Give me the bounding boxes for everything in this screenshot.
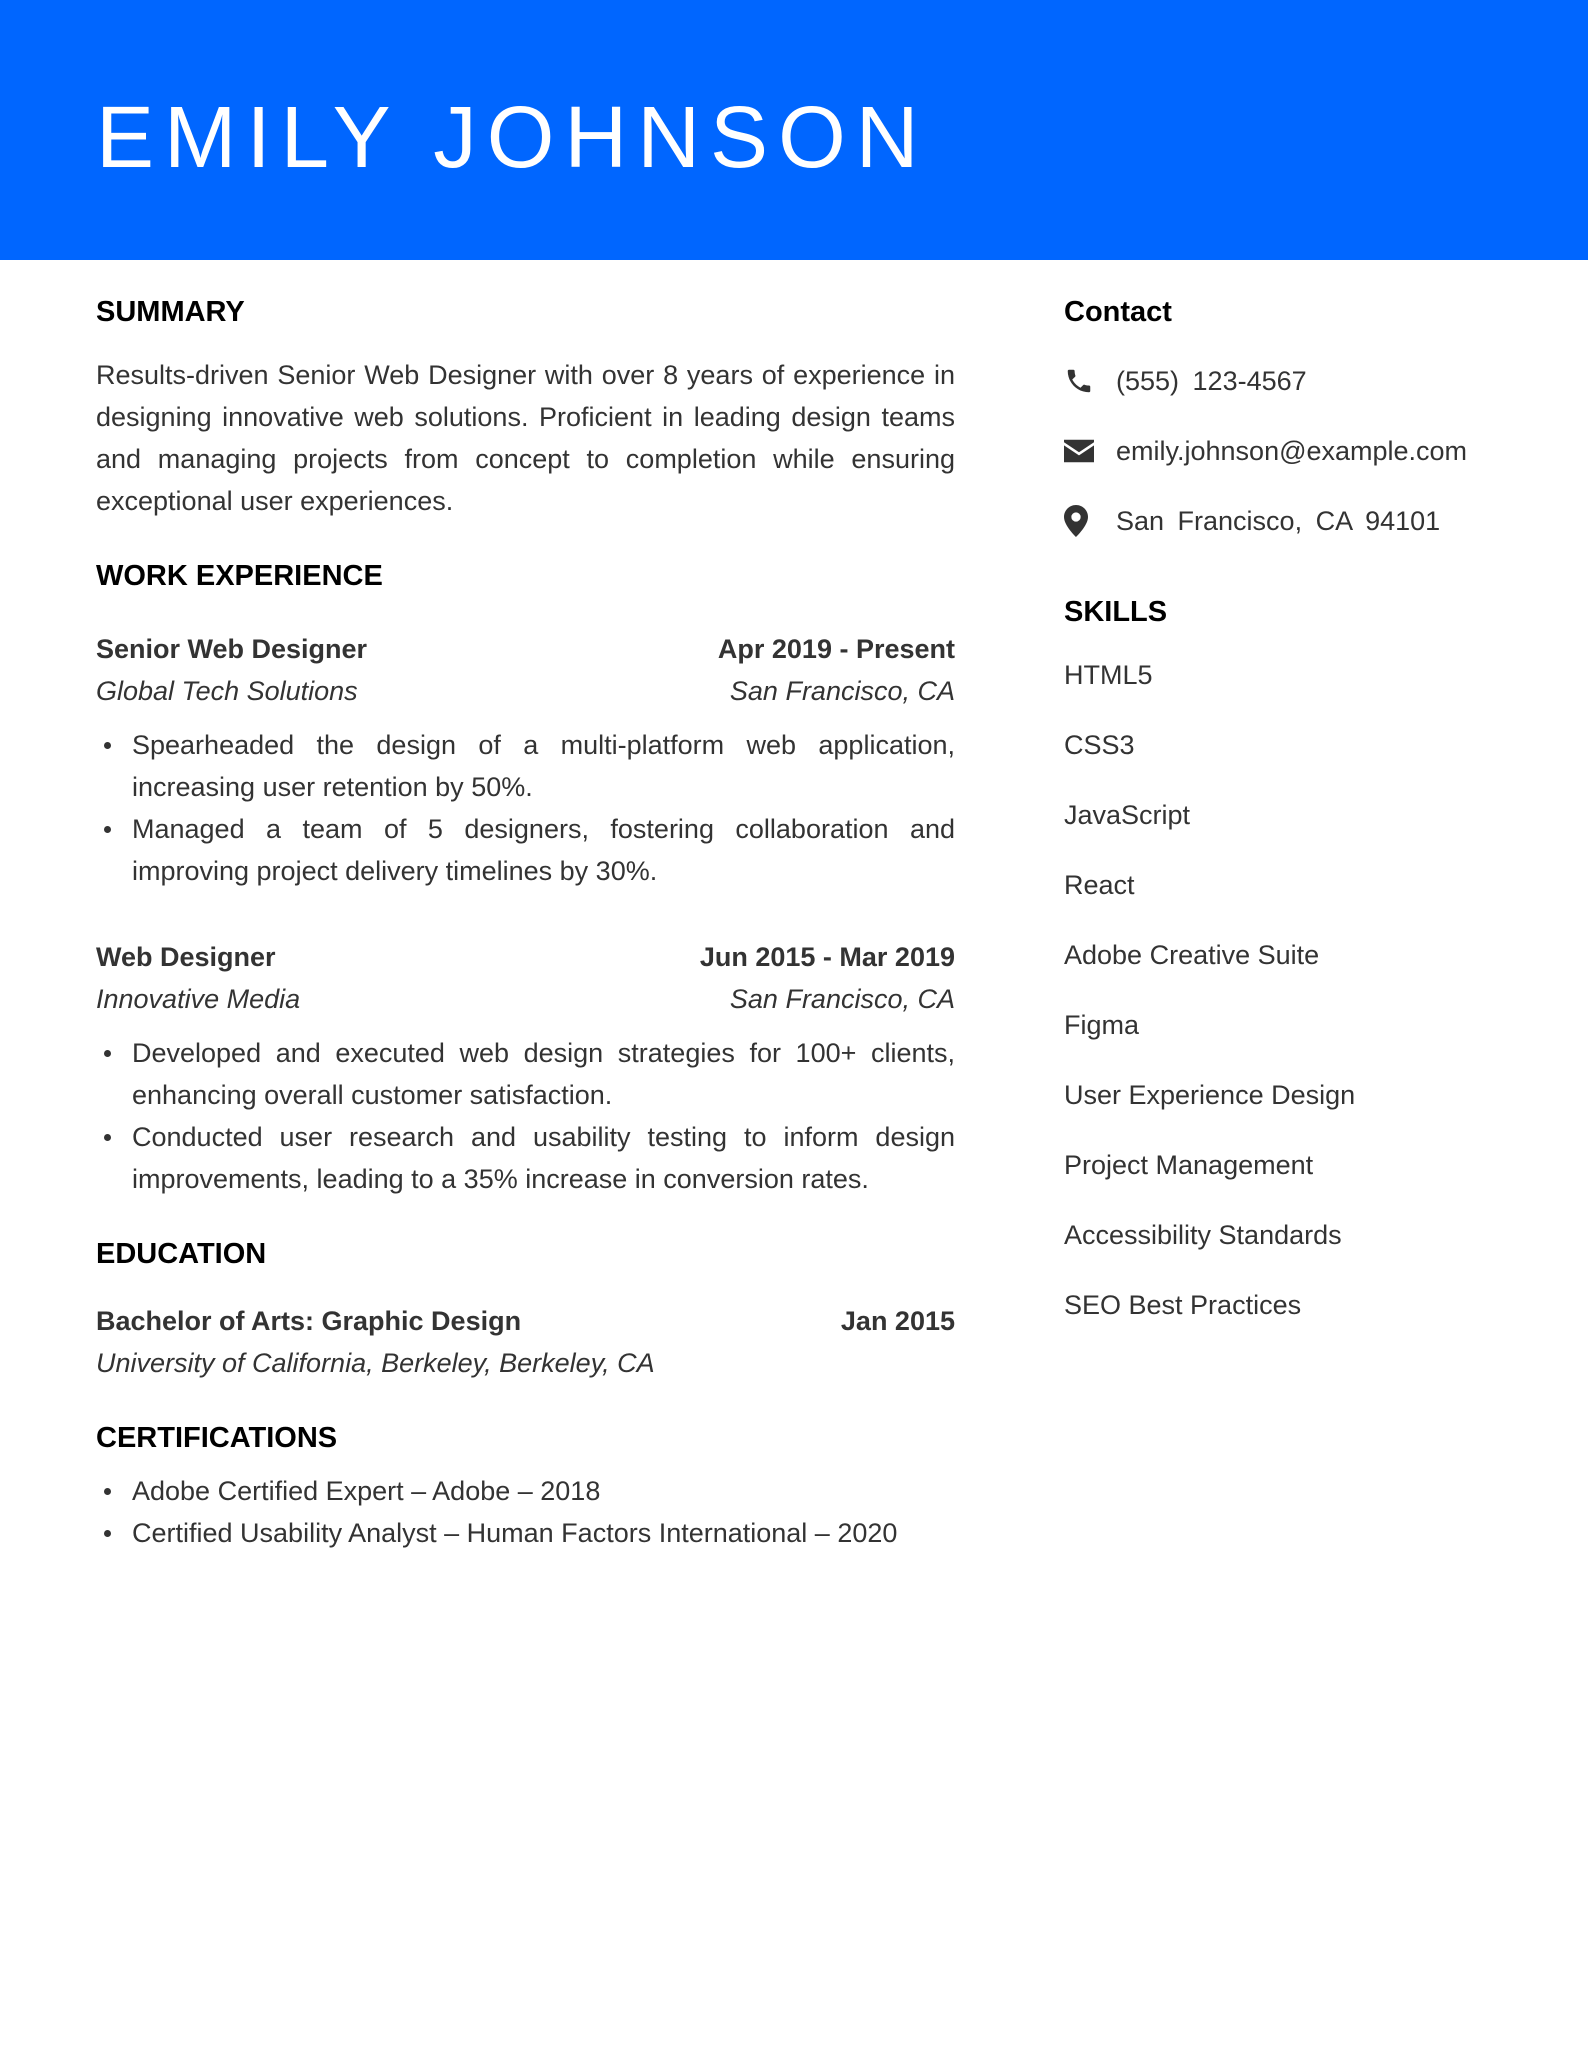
job-company-row (96, 978, 955, 1020)
skill-item: HTML5 (1064, 660, 1153, 690)
job-bullets (96, 1032, 955, 1200)
contact-phone (1064, 360, 1524, 402)
main-column (96, 292, 955, 1554)
job-bullet: Developed and executed web design strategies for 100+ clients, enhancing overall customer satisfaction. (96, 1032, 955, 1116)
job-header-row (96, 936, 955, 978)
contact-title: Contact (1064, 296, 1172, 328)
contact-section (1064, 292, 1524, 542)
sidebar-column (1064, 292, 1524, 1354)
header-banner (0, 0, 1588, 260)
candidate-name: EMILY JOHNSON (96, 89, 929, 186)
job-company-row (96, 670, 955, 712)
skill-item: Adobe Creative Suite (1064, 940, 1320, 970)
certifications-title: CERTIFICATIONS (96, 1422, 338, 1454)
envelope-icon (1064, 434, 1098, 468)
skills-list (1064, 654, 1524, 1326)
contact-email (1064, 430, 1524, 472)
education-school: University of California, Berkeley, Berkeley, CA (96, 1348, 655, 1378)
skills-section (1064, 592, 1524, 1326)
education-degree: Bachelor of Arts: Graphic Design (96, 1306, 522, 1336)
certifications-list (96, 1470, 955, 1554)
skill-item: Figma (1064, 1010, 1140, 1040)
skills-title: SKILLS (1064, 596, 1168, 628)
contact-email-text: emily.johnson@example.com (1116, 435, 1468, 466)
job-bullet: Spearheaded the design of a multi-platform web application, increasing user retention by 50%. (96, 724, 955, 808)
education-title: EDUCATION (96, 1238, 267, 1270)
job-company: Global Tech Solutions (96, 676, 358, 706)
job-bullets (96, 724, 955, 892)
job-company: Innovative Media (96, 984, 301, 1014)
work-experience-section (96, 556, 955, 1200)
contact-location (1064, 500, 1524, 542)
education-entry (96, 1300, 955, 1384)
skill-item: JavaScript (1064, 800, 1191, 830)
education-date: Jan 2015 (840, 1306, 955, 1336)
skill-item: SEO Best Practices (1064, 1290, 1302, 1320)
job-role: Web Designer (96, 942, 276, 972)
job-dates: Jun 2015 - Mar 2019 (699, 942, 955, 972)
job-location: San Francisco, CA (729, 984, 955, 1014)
skill-item: React (1064, 870, 1135, 900)
map-pin-icon (1064, 504, 1098, 538)
education-school-row (96, 1342, 955, 1384)
certification-item: Adobe Certified Expert – Adobe – 2018 (96, 1470, 955, 1512)
job-bullet: Managed a team of 5 designers, fostering collaboration and improving project delivery timelines by 30%. (96, 808, 955, 892)
skill-item: Accessibility Standards (1064, 1220, 1342, 1250)
job-dates: Apr 2019 - Present (717, 634, 955, 664)
education-header-row (96, 1300, 955, 1342)
job-header-row (96, 628, 955, 670)
contact-list (1064, 360, 1524, 542)
job-bullet: Conducted user research and usability testing to inform design improvements, leading to a 35% increase in conversion rates. (96, 1116, 955, 1200)
summary-title: SUMMARY (96, 296, 245, 328)
job-entry (96, 936, 955, 1200)
certification-item: Certified Usability Analyst – Human Factors International – 2020 (96, 1512, 955, 1554)
phone-icon (1064, 364, 1098, 398)
summary-text: Results-driven Senior Web Designer with over 8 years of experience in designing innovative web solutions. Proficient in leading design teams and managing projects from concept to completion while ensuring exceptional user experiences. (96, 360, 955, 516)
job-role: Senior Web Designer (96, 634, 368, 664)
job-entry (96, 628, 955, 892)
certifications-section (96, 1418, 955, 1554)
contact-location-text: San Francisco, CA 94101 (1116, 505, 1441, 536)
education-section (96, 1234, 955, 1384)
contact-phone-text: (555) 123-4567 (1116, 365, 1307, 396)
skill-item: User Experience Design (1064, 1080, 1356, 1110)
job-location: San Francisco, CA (729, 676, 955, 706)
summary-section (96, 292, 955, 522)
skill-item: CSS3 (1064, 730, 1135, 760)
skill-item: Project Management (1064, 1150, 1314, 1180)
work-experience-title: WORK EXPERIENCE (96, 560, 383, 592)
